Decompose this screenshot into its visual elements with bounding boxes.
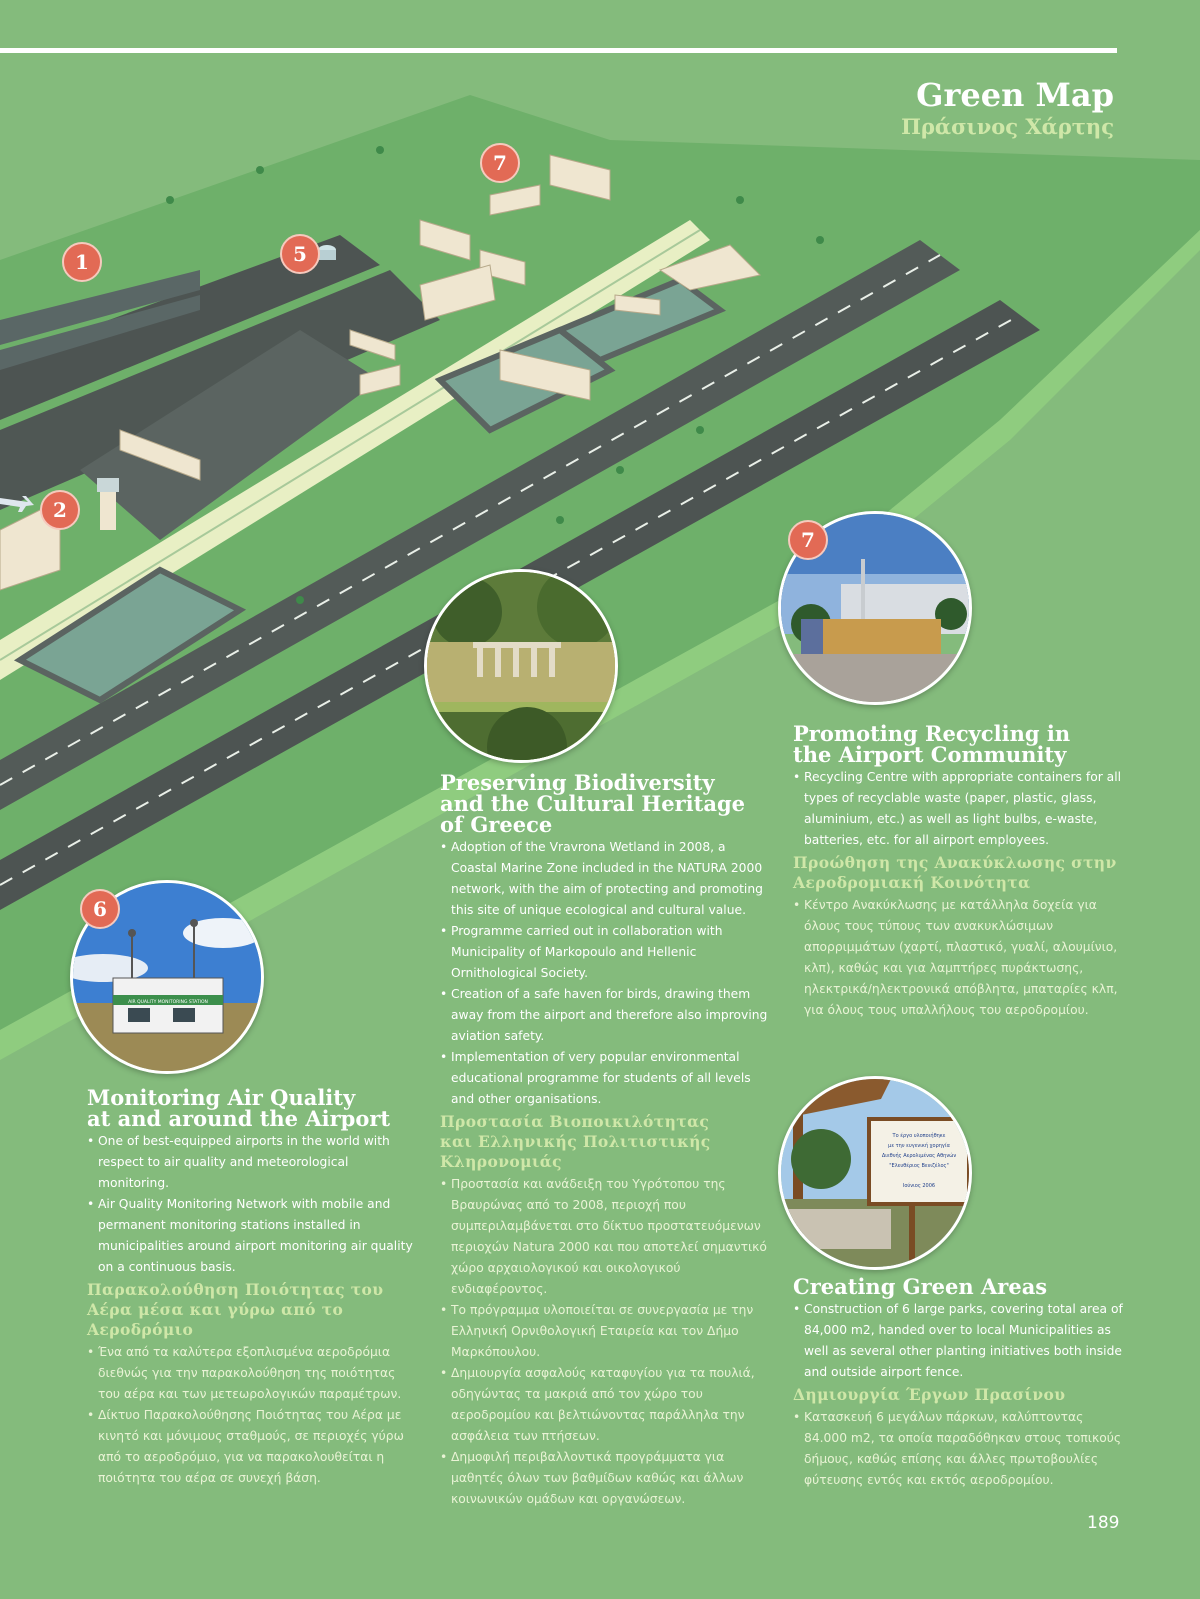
control-tower — [100, 490, 116, 530]
sign-line-5: Ιούνιος 2006 — [902, 1183, 936, 1189]
recycling-bullets-gr — [793, 895, 1123, 1021]
section-recycling — [793, 723, 1123, 1021]
section-green-areas — [793, 1276, 1123, 1491]
section-biodiversity — [440, 772, 770, 1510]
title-gr: Πράσινος Χάρτης — [901, 114, 1114, 139]
list-item: • Air Quality Monitoring Network with mobile and permanent monitoring stations installed in municipalities around airport monitoring air quality on a continuous basis. — [87, 1194, 417, 1278]
list-item: • Κατασκευή 6 μεγάλων πάρκων, καλύπτοντας 84.000 m2, τα οποία παραδόθηκαν στους τοπικούς δήμους, καθώς επίσης και άλλες πρωτοβουλίες φύτευσης εντός και εκτός αεροδρομίου. — [793, 1407, 1123, 1491]
list-item: • Δημοφιλή περιβαλλοντικά προγράμματα για μαθητές όλων των βαθμίδων καθώς και άλλων κοινωνικών ομάδων και οργανώσεων. — [440, 1447, 770, 1510]
title-line: the Airport Community — [793, 742, 1067, 767]
photo-badge-7: 7 — [788, 520, 828, 560]
sign-line-2: με την ευγενική χορηγία — [888, 1143, 950, 1149]
title-line: Παρακολούθηση Ποιότητας του — [87, 1280, 384, 1299]
list-item: • Adoption of the Vravrona Wetland in 2008, a Coastal Marine Zone included in the NATURA 2000 network, with the aim of protecting and promoting this site of unique ecological and cultural value. — [440, 837, 770, 921]
list-item: • Το πρόγραμμα υλοποιείται σε συνεργασία με την Ελληνική Ορνιθολογική Εταιρεία και τον Δήμο Μαρκόπουλου. — [440, 1300, 770, 1363]
title-line: Κληρονομιάς — [440, 1152, 562, 1171]
title-line: of Greece — [440, 812, 553, 837]
green-areas-title-en: Creating Green Areas — [793, 1274, 1048, 1299]
green-areas-title-gr: Δημιουργία Έργων Πρασίνου — [793, 1385, 1066, 1404]
list-item: • Προστασία και ανάδειξη του Υγρότοπου της Βραυρώνας από το 2008, περιοχή που συμπεριλαμβάνεται στο δίκτυο προστατευόμενων περιοχών Natura 2000 και που αποτελεί σημαντικό χώρο αρχαιολογικού και οικολογικού ενδιαφέροντος. — [440, 1174, 770, 1300]
title-line: Preserving Biodiversity — [440, 770, 715, 795]
title-line: Προστασία Βιοποικιλότητας — [440, 1112, 710, 1131]
title-line: Promoting Recycling in — [793, 721, 1071, 746]
green-areas-bullets-en — [793, 1299, 1123, 1383]
map-marker-7: 7 — [480, 143, 520, 183]
sign-line-3: Διεθνής Αερολιμένας Αθηνών — [881, 1153, 957, 1159]
title-line: Αέρα μέσα και γύρω από το — [87, 1300, 344, 1319]
sign-line-4: "Ελευθέριος Βενιζέλος" — [889, 1163, 949, 1169]
map-marker-2: 2 — [40, 490, 80, 530]
title-line: at and around the Airport — [87, 1106, 391, 1131]
list-item: • Δημιουργία ασφαλούς καταφυγίου για τα πουλιά, οδηγώντας τα μακριά από τον χώρο του αεροδρομίου και βελτιώνοντας παράλληλα την ασφάλεια των πτήσεων. — [440, 1363, 770, 1447]
title-line: Αεροδρομιακή Κοινότητα — [793, 873, 1031, 892]
photo-park-sign — [778, 1076, 972, 1270]
photo-badge-6: 6 — [80, 889, 120, 929]
list-item: • Δίκτυο Παρακολούθησης Ποιότητας του Αέρα με κινητό και μόνιμους σταθμούς, σε περιοχές γύρω από το αεροδρόμιο, για να παρακολουθείται η ποιότητα του αέρα σε συνεχή βάση. — [87, 1405, 417, 1489]
air-quality-title-en — [87, 1087, 417, 1129]
title-line: Προώθηση της Ανακύκλωσης στην — [793, 853, 1117, 872]
title-en: Green Map — [916, 76, 1114, 114]
biodiversity-bullets-en — [440, 837, 770, 1110]
map-marker-1: 1 — [62, 242, 102, 282]
air-quality-bullets-gr — [87, 1342, 417, 1489]
list-item: • Recycling Centre with appropriate containers for all types of recyclable waste (paper, plastic, glass, aluminium, etc.) as well as light bulbs, e-waste, batteries, etc. for all airport employees. — [793, 767, 1123, 851]
list-item: • Creation of a safe haven for birds, drawing them away from the airport and therefore also improving aviation safety. — [440, 984, 770, 1047]
title-line: Αεροδρόμιο — [87, 1320, 194, 1339]
list-item: • Κέντρο Ανακύκλωσης με κατάλληλα δοχεία για όλους τους τύπους των ανακυκλώσιμων απορριμμάτων (χαρτί, πλαστικό, γυαλί, αλουμίνιο, κλπ), καθώς και για λαμπτήρες πυράκτωσης, ηλεκτρικά/ηλεκτρονικά απόβλητα, μπαταρίες κλπ, για όλους τους υπαλλήλους του αεροδρομίου. — [793, 895, 1123, 1021]
title-line: Monitoring Air Quality — [87, 1085, 356, 1110]
air-quality-bullets-en — [87, 1131, 417, 1278]
map-marker-5: 5 — [280, 234, 320, 274]
biodiversity-title-en — [440, 772, 770, 835]
sign-line-1: Το έργο υλοποιήθηκε — [892, 1133, 946, 1139]
list-item: • Construction of 6 large parks, covering total area of 84,000 m2, handed over to local Municipalities as well as several other planting initiatives both inside and outside airport fence. — [793, 1299, 1123, 1383]
list-item: • Programme carried out in collaboration with Municipality of Markopoulo and Hellenic Ornithological Society. — [440, 921, 770, 984]
trailer-label: AIR QUALITY MONITORING STATION — [128, 1000, 208, 1005]
recycling-bullets-en — [793, 767, 1123, 851]
page-number: 189 — [1087, 1513, 1120, 1533]
list-item: • One of best-equipped airports in the world with respect to air quality and meteorological monitoring. — [87, 1131, 417, 1194]
green-areas-bullets-gr — [793, 1407, 1123, 1491]
recycling-title-en — [793, 723, 1123, 765]
title-line: και Ελληνικής Πολιτιστικής — [440, 1132, 711, 1151]
title-line: and the Cultural Heritage — [440, 791, 745, 816]
list-item: • Implementation of very popular environmental educational programme for students of all levels and other organisations. — [440, 1047, 770, 1110]
section-air-quality — [87, 1087, 417, 1489]
biodiversity-title-gr — [440, 1112, 770, 1172]
page-header — [901, 76, 1114, 140]
photo-vravrona-wetland — [424, 569, 618, 763]
air-quality-title-gr — [87, 1280, 417, 1340]
biodiversity-bullets-gr — [440, 1174, 770, 1510]
list-item: • Ένα από τα καλύτερα εξοπλισμένα αεροδρόμια διεθνώς για την παρακολούθηση της ποιότητας του αέρα και των μετεωρολογικών παραμέτρων. — [87, 1342, 417, 1405]
recycling-title-gr — [793, 853, 1123, 893]
